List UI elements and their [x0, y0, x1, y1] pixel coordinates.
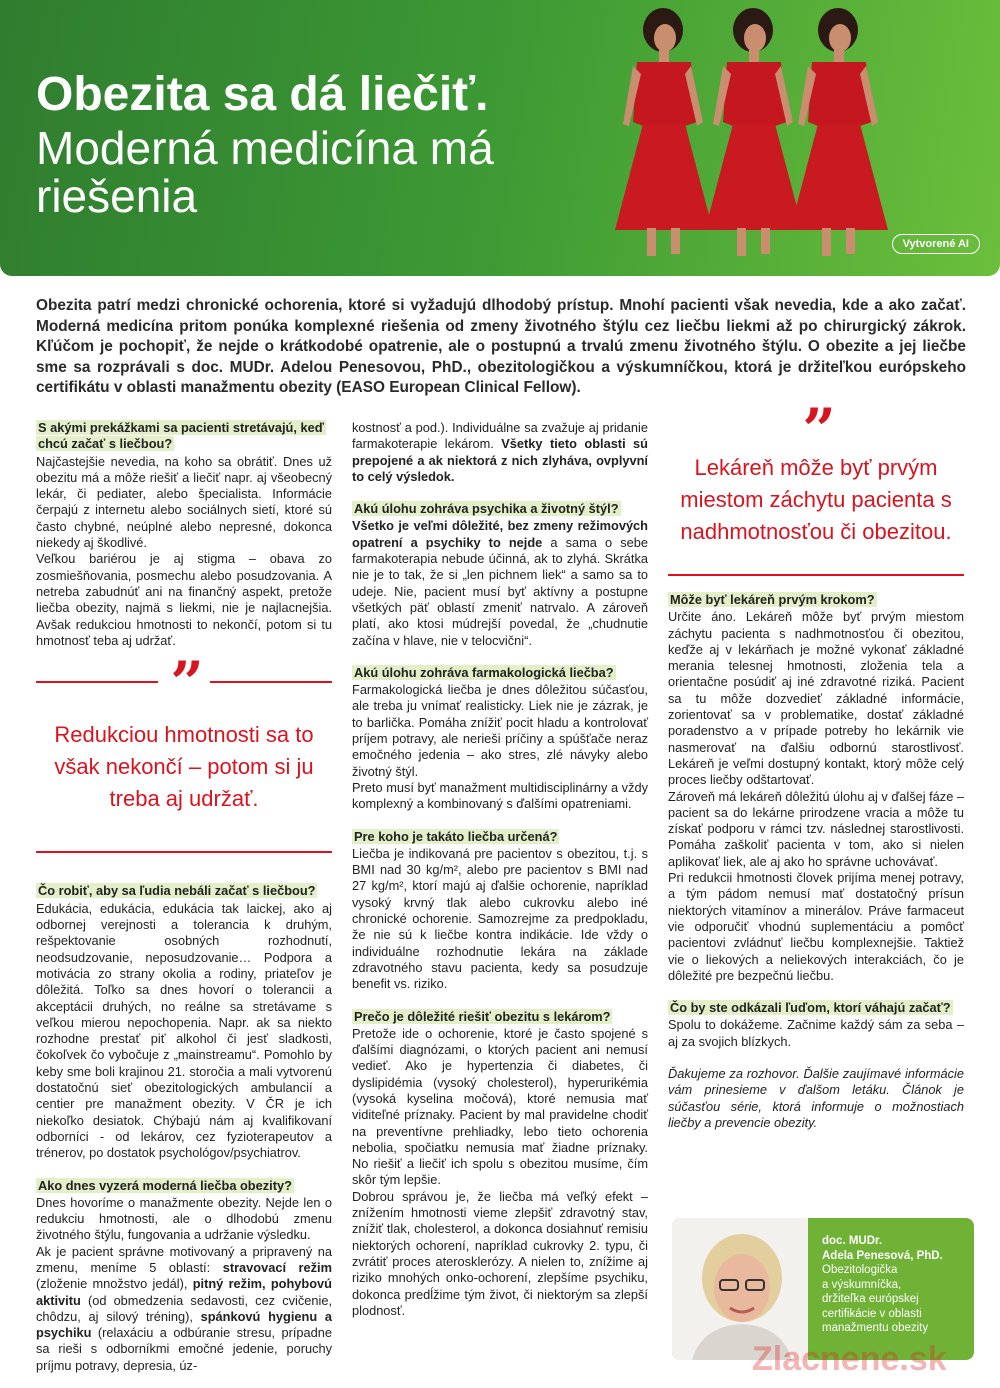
- pull-quote-text: Lekáreň môže byť prvým miestom záchytu pacienta s nadhmotnosťou či obezitou.: [680, 455, 952, 544]
- answer-paragraph: Dobrou správou je, že liečba má veľký efekt – znížením hmotnosti vieme zlepšiť zdravotný stav, znížiť tlak, cholesterol, a dokonca dosiahnuť remisiu niektorých ochorení, napríklad cukrovky 2. typu, či zvrátiť proces aterosklerózy. A nielen to, znížime aj riziko mnohých onko-ochorení, zlepšíme psychiku, dokonca predĺžime tým život, či niektorým sa zlepší plodnosť.: [352, 1188, 648, 1318]
- question-heading: Môže byť lekáreň prvým krokom?: [670, 592, 875, 607]
- answer-paragraph: Určite áno. Lekáreň môže byť prvým miestom záchytu pacienta s nadhmotnosťou či obezitou, keďže aj v lekárňach je možné vykonať základné merania telesnej hmotnosti, zloženia tela a orientačne posúdiť aj iné zdravotné riziká. Pacient sa tu môže dozvedieť základné informácie, zorientovať sa v problematike, dostať základné poradenstvo a v prípade potreby ho lekárnik vie nasmerovať na ďalšiu odbornú starostlivosť. Lekáreň je veľmi dostupný kontakt, ktorý môže celý proces liečby odštartovať.: [668, 609, 964, 788]
- answer-paragraph: Spolu to dokážeme. Začnime každý sám za seba – aj za svojich blízkych.: [668, 1017, 964, 1049]
- column-3: [668, 396, 964, 1131]
- question-heading: Prečo je dôležité riešiť obezitu s lekárom?: [354, 1008, 611, 1024]
- answer-paragraph: kostnosť a pod.). Individuálne sa zvažuje aj pridanie farmakoterapie lekárom. Všetky tieto oblasti sú prepojené a ak niektorá z nich zlyháva, ovplyvní to celý výsledok.: [352, 420, 648, 484]
- page-title: Obezita sa dá liečiť.: [36, 68, 489, 121]
- question-heading: Čo robiť, aby sa ľudia nebáli začať s liečbou?: [38, 883, 316, 899]
- author-role: držiteľka európskej: [822, 1293, 919, 1305]
- answer-paragraph: Ak je pacient správne motivovaný a pripravený na zmenu, meníme 5 oblastí: stravovací režim (zloženie množstvo jedál), pitný režim, pohybovú aktivitu (od obmedzenia sedavosti, cez cvičenie, chôdzu, aj silový tréning), spánkovú hygienu a psychiku (relaxáciu a odbúranie stresu, prípadne sa rieši s odborníkmi emočné jedenie, poruchy príjmu potravy, depresia, úz-: [36, 1243, 332, 1373]
- answer-paragraph: Dnes hovoríme o manažmente obezity. Nejde len o redukciu hmotnosti, ale o dlhodobú zmenu životného štýlu, fungovania a udržanie výsledku.: [36, 1194, 332, 1243]
- page-subtitle: Moderná medicína má riešenia: [36, 122, 494, 222]
- question-heading: Akú úlohu zohráva farmakologická liečba?: [354, 664, 614, 680]
- author-role: Obezitologička: [822, 1264, 898, 1276]
- site-watermark: Zlacnene.sk: [752, 1340, 947, 1378]
- author-portrait-photo: [672, 1218, 808, 1360]
- author-info: [822, 1234, 943, 1336]
- woman-in-red-dress-illustration: [760, 4, 910, 266]
- author-name: Adela Penesová, PhD.: [822, 1249, 943, 1262]
- quote-mark-icon: ”: [158, 663, 209, 697]
- pull-quote-text: Redukciou hmotnosti sa to však nekončí – potom si ju treba aj udržať.: [54, 722, 314, 812]
- author-role: a výskumníčka,: [822, 1278, 902, 1291]
- answer-paragraph: Najčastejšie nevedia, na koho sa obrátiť. Dnes už obezitu má a môže riešiť a liečiť napr. aj všeobecný lekár, či pediater, alebo špecialista. Informácie čerpajú z internetu alebo sociálnych sietí, ktoré sú často chybné, neúplné alebo nepresné, dokonca niekedy aj škodlivé.: [36, 453, 332, 551]
- answer-paragraph: Edukácia, edukácia, edukácia tak laickej, ako aj odbornej verejnosti a tolerancia k druhým, rešpektovanie osobných rozhodnutí, neodsudzovanie, neposudzovanie… Podpora a motivácia zo strany okolia a rodiny, priateľov je dôležitá. Toľko sa dnes hovorí o tolerancii a akceptácii druhých, no reálne sa stretávame s veľkou mierou nepochopenia. Napr. ak sa niekto rozhodne prestať piť alkohol či jesť sladkosti, čokoľvek čo vybočuje z „mainstreamu“. Pomohlo by keby sme boli krajinou 21. storočia a mali vytvorenú dostatočnú sieť obezitologických ambulancií a centier pre manažment obezity. V ČR je ich niekoľko desiatok. Chýbajú nám aj kvalifikovaní odborníci - od lekárov, cez fyzioterapeutov a trénerov, po dostatok psychológov/psychiatrov.: [36, 900, 332, 1161]
- question-heading: Akú úlohu zohráva psychika a životný štýl?: [354, 501, 619, 517]
- answer-paragraph: Veľkou bariérou je aj stigma – obava zo zosmiešňovania, posmechu alebo posudzovania. A netreba zabudnúť ani na finančný aspekt, pretože liečba obezity, najmä s liekmi, nie je najlacnejšia. Avšak redukciou hmotnosti to nekončí, potom si tu hmotnosť teba aj udržať.: [36, 551, 332, 648]
- column-2: [352, 420, 648, 1319]
- answer-paragraph: Liečba je indikovaná pre pacientov s obezitou, t.j. s BMI nad 30 kg/m², alebo pre pacientov s BMI nad 27 kg/m², ktorí majú aj ďalšie ochorenie, napríklad vysoký krvný tlak alebo cukrovku alebo iné chronické ochorenie. Samozrejme za predpokladu, že nie sú k liečbe kontra indikácie. Ide vždy o individuálne rozhodnutie lekára na základe zdravotného stavu pacienta, kedy sa posudzuje benefit vs. riziko.: [352, 845, 648, 992]
- answer-paragraph: Zároveň má lekáreň dôležitú úlohu aj v ďalšej fáze – pacient sa do lekárne prirodzene vracia a môže tu získať podporu v rámci tzv. následnej starostlivosti. Pomáha zaškoliť pacienta v tom, ako si nielen aplikovať liek, ale aj ako ho správne uchovávať.: [668, 788, 964, 869]
- pull-quote: [36, 649, 332, 853]
- pull-quote: [668, 396, 964, 576]
- intro-paragraph: Obezita patrí medzi chronické ochorenia, ktoré si vyžadujú dlhodobý prístup. Mnohí pacienti však nevedia, kde a ako začať. Moderná medicína pritom ponúka komplexné riešenia od zmeny životného štýlu cez liečbu liekmi až po chirurgický zákrok. Kľúčom je pochopiť, že nejde o krátkodobé opatrenie, ale o postupnú a trvalú zmenu životného štýlu. O obezite a jej liečbe sme sa rozprávali s doc. MUDr. Adelou Penesovou, PhD., obezitologičkou a výskumníčkou, ktorá je držiteľkou európskeho certifikátu v oblasti manažmentu obezity (EASO European Clinical Fellow).: [36, 297, 966, 396]
- author-role: manažmentu obezity: [822, 1322, 929, 1334]
- quote-mark-icon: ”: [802, 396, 830, 464]
- closing-note: Ďakujeme za rozhovor. Ďalšie zaujímavé informácie vám prinesieme v ďalšom letáku. Článok je súčasťou série, ktorá informuje o možnostiach liečby a prevencie obezity.: [668, 1066, 964, 1130]
- question-heading: Čo by ste odkázali ľuďom, ktorí váhajú začať?: [670, 1000, 951, 1016]
- author-card: [672, 1218, 974, 1360]
- answer-paragraph: Pri redukcii hmotnosti človek prijíma menej potravy, a tým pádom nemusí mať dostatočný prísun niektorých vitamínov a minerálov. Práve farmaceut vie odporučiť vhodnú suplementáciu a pomôcť pacientovi zvládnuť liečbu komplexnejšie. Taktiež vie o liekových a neliekových interakciách, čo je dôležité pre bezpečnú liečbu.: [668, 870, 964, 983]
- author-role: certifikácie v oblasti: [822, 1307, 922, 1320]
- question-heading: Pre koho je takáto liečba určená?: [354, 828, 558, 844]
- answer-paragraph: Pretože ide o ochorenie, ktoré je často spojené s ďalšími diagnózami, o ktorých pacient ani nemusí vedieť. Ako je hypertenzia či diabetes, či dyslipidémia (vysoký cholesterol), hyperurikémia (vysoká kyselina močová), ktoré nemusia mať viditeľné príznaky. Pacient by mal pravidelne chodiť na preventívne prehliadky, lebo tieto ochorenia nebolia, spočiatku nemusia mať žiadne príznaky. No riešiť a liečiť ich spolu s obezitou musíme, čím skôr tým lepšie.: [352, 1025, 648, 1188]
- question-heading: S akými prekážkami sa pacienti stretávajú, keď chcú začať s liečbou?: [38, 420, 324, 452]
- answer-paragraph: Všetko je veľmi dôležité, bez zmeny režimových opatrení a psychiky to nejde a sama o sebe farmakoterapia nebude účinná, ak to zlyhá. Skrátka nie je to tak, že si „len pichnem liek“ a samo sa to udeje. Nie, pacient musí byť aktívny a postupne všetkých päť oblastí zmeniť natrvalo. A zároveň platí, ako ktosi múdrejší povedal, že „chudnutie začína v hlave, nie v telocvični“.: [352, 518, 648, 648]
- ai-generated-badge: Vytvorené AI: [892, 234, 980, 254]
- column-1: [36, 420, 332, 1374]
- question-heading: Ako dnes vyzerá moderná liečba obezity?: [38, 1177, 292, 1193]
- answer-paragraph: Preto musí byť manažment multidisciplinárny a vždy komplexný a kombinovaný s ďalšími opatreniami.: [352, 779, 648, 812]
- author-title: doc. MUDr.: [822, 1235, 883, 1247]
- hero-banner: [0, 0, 1000, 276]
- answer-paragraph: Farmakologická liečba je dnes dôležitou súčasťou, ale treba ju vnímať realisticky. Liek nie je zázrak, je to barlička. Pomáha znížiť pocit hladu a kontrolovať príjem potravy, ale nerieši príčiny a spúšťače neraz emočného jedenia – ako stres, zlé návyky alebo životný štýl.: [352, 682, 648, 779]
